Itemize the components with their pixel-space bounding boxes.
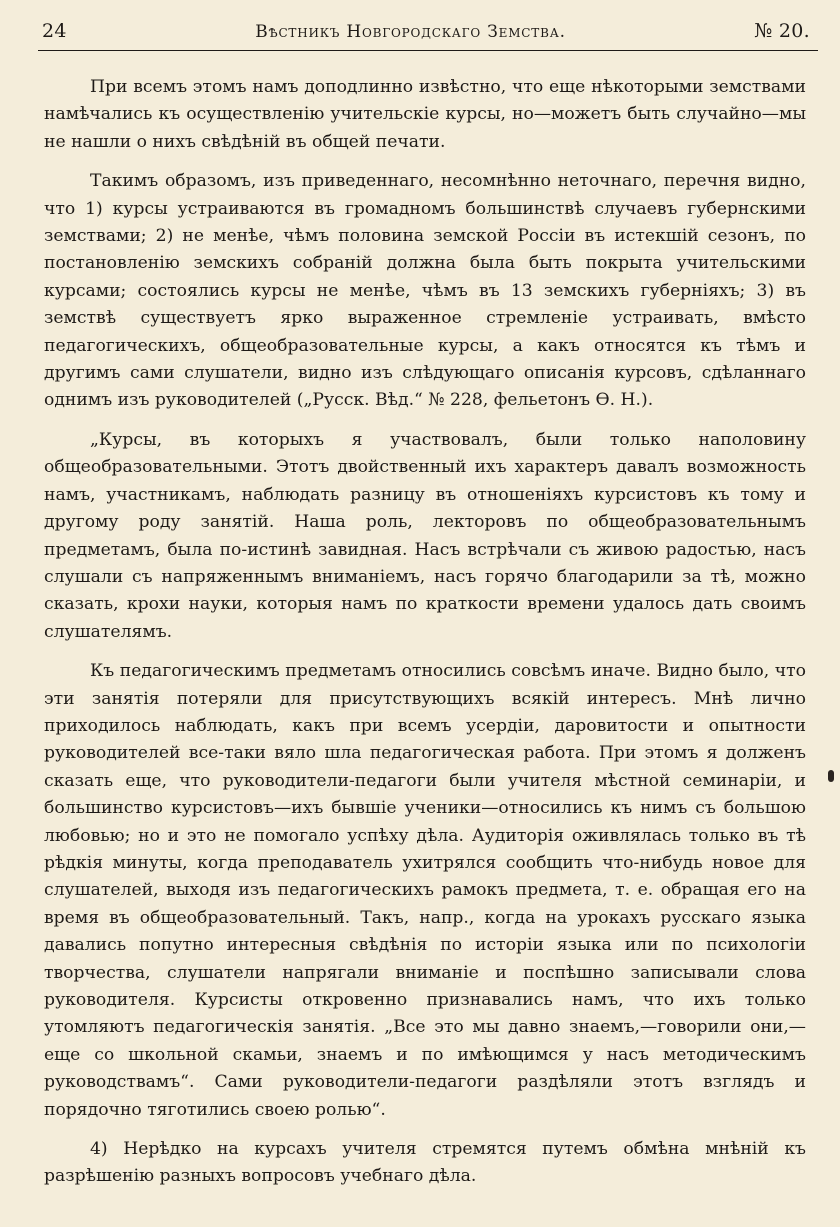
article-body: [44, 74, 806, 1203]
quoted-paragraph: Къ педагогическимъ предметамъ относились совсѣмъ иначе. Видно было, что эти занятія потеряли для присутствующихъ всякій интересъ. Мнѣ лично приходилось наблюдать, какъ при всемъ усердіи, даровитости и опытности руководителей все-таки вяло шла педагогическая работа. При этомъ я долженъ сказать еще, что руководители-педагоги были учителя мѣстной семинаріи, и большинство курсистовъ—ихъ бывшіе ученики—относились къ нимъ съ большою любовью; но и это не помогало успѣху дѣла. Аудиторія оживлялась только въ тѣ рѣдкія минуты, когда преподаватель ухитрялся сообщить что-нибудь новое для слушателей, выходя изъ педагогическихъ рамокъ предмета, т. е. обращая его на время въ общеобразовательный. Такъ, напр., когда на урокахъ русскаго языка давались попутно интересныя свѣдѣнія по исторіи языка или по психологіи творчества, слушатели напрягали вниманіе и поспѣшно записывали слова руководителя. Курсисты откровенно признавались намъ, что ихъ только утомляютъ педагогическія занятія. „Все это мы давно знаемъ,—говорили они,—еще со школьной скамьи, знаемъ и по имѣющимся у насъ методическимъ руководствамъ“. Сами руководители-педагоги раздѣляли этотъ взглядъ и порядочно тяготились своею ролью“.: [44, 661, 806, 1120]
paragraph: Такимъ образомъ, изъ приведеннаго, несомнѣнно неточнаго, перечня видно, что 1) курсы устраиваются въ громадномъ большинствѣ случаевъ губернскими земствами; 2) не менѣе, чѣмъ половина земской Россіи въ истекшій сезонъ, по постановленію земскихъ собраній должна была быть покрыта учительскими курсами; состоялись курсы не менѣе, чѣмъ въ 13 земскихъ губерніяхъ; 3) въ земствѣ существуетъ ярко выраженное стремленіе устраивать, вмѣсто педагогическихъ, общеобразовательные курсы, а какъ относятся къ тѣмъ и другимъ сами слушатели, видно изъ слѣдующаго описанія курсовъ, сдѣланнаго однимъ изъ руководителей („Русск. Вѣд.“ № 228, фельетонъ Ѳ. Н.).: [44, 171, 806, 411]
running-header: [42, 20, 810, 50]
header-rule: [38, 50, 818, 51]
quoted-paragraph: „Курсы, въ которыхъ я участвовалъ, были только наполовину общеобразовательными. Этотъ двойственный ихъ характеръ давалъ возможность намъ, участникамъ, наблюдать разницу въ отношеніяхъ курсистовъ къ тому и другому роду занятій. Наша роль, лекторовъ по общеобразовательнымъ предметамъ, была по-истинѣ завидная. Насъ встрѣчали съ живою радостью, насъ слушали съ напряженнымъ вниманіемъ, насъ горячо благодарили за тѣ, можно сказать, крохи науки, которыя намъ по краткости времени удалось дать своимъ слушателямъ.: [44, 429, 806, 642]
paragraph: При всемъ этомъ намъ доподлинно извѣстно, что еще нѣкоторыми земствами намѣчались къ осуществленію учительскіе курсы, но—можетъ быть случайно—мы не нашли о нихъ свѣдѣній въ общей печати.: [44, 77, 806, 152]
margin-ink-mark: [828, 770, 834, 782]
journal-title: Вѣстникъ Новгородскаго Земства.: [255, 22, 566, 42]
paragraph: 4) Нерѣдко на курсахъ учителя стремятся путемъ обмѣна мнѣній къ разрѣшенію разныхъ вопросовъ учебнаго дѣла.: [44, 1139, 806, 1187]
page-number: 24: [42, 20, 67, 42]
issue-number: № 20.: [754, 20, 810, 42]
